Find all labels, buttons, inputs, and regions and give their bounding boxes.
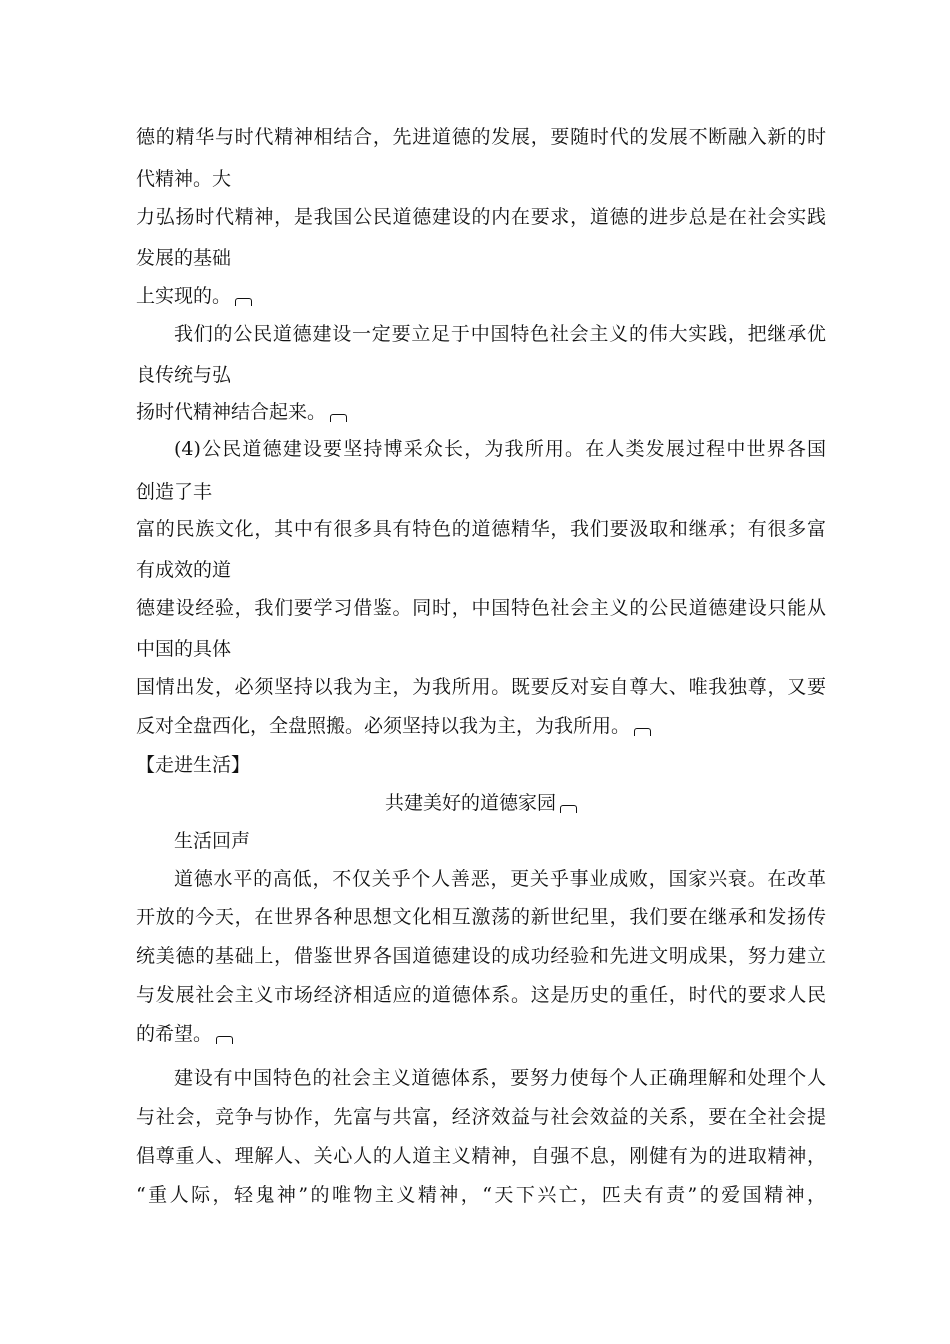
edit-mark-icon [235,298,252,306]
text-line: 我们的公民道德建设一定要立足于中国特色社会主义的伟大实践，把继承优 [174,323,826,345]
edit-mark-icon [634,728,651,736]
text-line: 与发展社会主义市场经济相适应的道德体系。这是历史的重任，时代的要求人民 [136,984,826,1006]
text-line: 良传统与弘 [136,364,232,386]
text-line: (4)公民道德建设要坚持博采众长，为我所用。在人类发展过程中世界各国 [174,438,826,460]
text-line: 力弘扬时代精神，是我国公民道德建设的内在要求，道德的进步总是在社会实践 [136,206,826,228]
text-line: 建设有中国特色的社会主义道德体系，要努力使每个人正确理解和处理个人 [174,1067,826,1089]
subsection-heading: 生活回声 [174,830,251,852]
text-line: 中国的具体 [136,638,232,660]
edit-mark-icon [216,1036,233,1044]
text-line: 富的民族文化，其中有很多具有特色的道德精华，我们要汲取和继承；有很多富 [136,518,826,540]
edit-mark-icon [330,414,347,422]
text-line: 反对全盘西化，全盘照搬。必须坚持以我为主，为我所用。 [136,713,826,739]
text-line: 与社会，竞争与协作，先富与共富，经济效益与社会效益的关系，要在全社会提 [136,1106,826,1128]
text-line: 的希望。 [136,1021,826,1047]
text-line: 发展的基础 [136,247,232,269]
text-line: “重人际，轻鬼神”的唯物主义精神，“天下兴亡，匹夫有责”的爱国精神， [136,1184,826,1206]
text-line: 代精神。大 [136,168,232,190]
text-line: 德建设经验，我们要学习借鉴。同时，中国特色社会主义的公民道德建设只能从 [136,597,826,619]
section-title: 共建美好的道德家园 [136,790,826,816]
text-line: 开放的今天，在世界各种思想文化相互激荡的新世纪里，我们要在继承和发扬传 [136,906,826,928]
text-line: 倡尊重人、理解人、关心人的人道主义精神，自强不息，刚健有为的进取精神， [136,1145,826,1167]
text-line: 创造了丰 [136,481,213,503]
text-line: 国情出发，必须坚持以我为主，为我所用。既要反对妄自尊大、唯我独尊，又要 [136,676,826,698]
text-line: 有成效的道 [136,559,232,581]
text-line: 扬时代精神结合起来。 [136,399,826,425]
section-heading: 【走进生活】 [136,754,251,776]
text-line: 德的精华与时代精神相结合，先进道德的发展，要随时代的发展不断融入新的时 [136,126,826,148]
text-line: 上实现的。 [136,283,826,309]
edit-mark-icon [560,805,577,813]
text-line: 道德水平的高低，不仅关乎个人善恶，更关乎事业成败，国家兴衰。在改革 [174,868,826,890]
text-line: 统美德的基础上，借鉴世界各国道德建设的成功经验和先进文明成果，努力建立 [136,945,826,967]
